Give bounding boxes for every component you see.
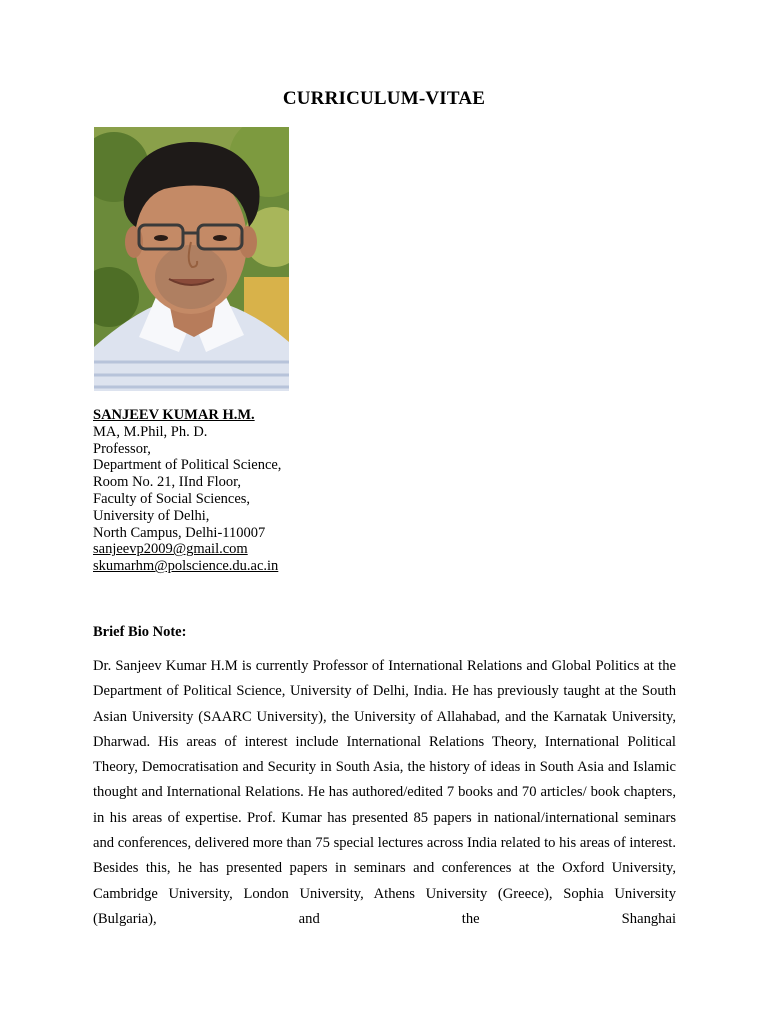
document-title: CURRICULUM-VITAE <box>282 88 486 109</box>
department: Department of Political Science, <box>93 457 282 474</box>
contact-block <box>93 407 281 575</box>
profile-photo <box>94 127 289 391</box>
email-link-secondary[interactable]: skumarhm@polscience.du.ac.in <box>93 558 279 575</box>
degrees: MA, M.Phil, Ph. D. <box>93 423 208 440</box>
campus-address: North Campus, Delhi-110007 <box>93 524 266 541</box>
room-address: Room No. 21, IInd Floor, <box>93 474 242 491</box>
email-link-primary[interactable]: sanjeevp2009@gmail.com <box>93 541 248 558</box>
university: University of Delhi, <box>93 507 210 524</box>
bio-paragraph: Dr. Sanjeev Kumar H.M is currently Professor of International Relations and Global Politics at the Department of Political Science, University of Delhi, India. He has previously taught at the South Asian University (SAARC University), the University of Allahabad, and the Karnatak University, Dharwad. His areas of interest include International Relations Theory, International Political Theory, Democratisation and Security in South Asia, the history of ideas in South Asia and Islamic thought and International Relations. He has authored/edited 7 books and 70 articles/ book chapters, in his areas of expertise. Prof. Kumar has presented 85 papers in national/international seminars and conferences, delivered more than 75 special lectures across India related to his areas of interest. Besides this, he has presented papers in seminars and conferences at the Oxford University, Cambridge University, London University, Athens University (Greece), Sophia University (Bulgaria), and the Shanghai <box>93 658 676 927</box>
bio-heading: Brief Bio Note: <box>93 624 187 640</box>
designation: Professor, <box>93 440 151 457</box>
faculty: Faculty of Social Sciences, <box>93 490 251 507</box>
person-name: SANJEEV KUMAR H.M. <box>93 407 255 423</box>
